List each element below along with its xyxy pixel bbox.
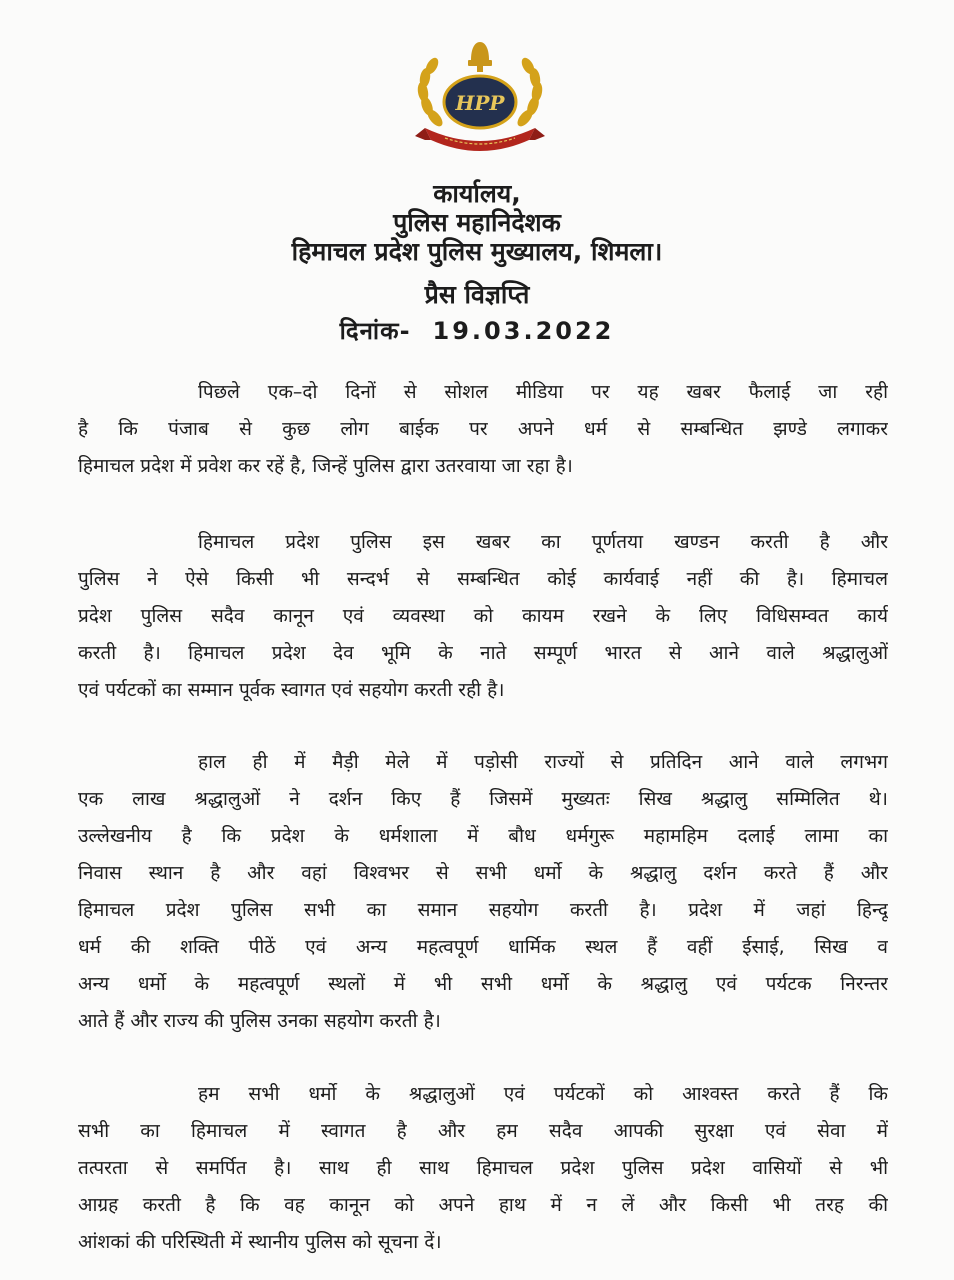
paragraph-line: पुलिस ने ऐसे किसी भी सन्दर्भ से सम्बन्धित कोई कार्यवाई नहीं की है। हिमाचल	[78, 568, 888, 590]
paragraph-line: निवास स्थान है और वहां विश्वभर से सभी धर्मो के श्रद्धालु दर्शन करते हैं और	[78, 862, 888, 884]
dgp-heading: पुलिस महानिदेशक	[393, 208, 561, 237]
paragraph-1	[78, 374, 888, 485]
paragraph-line: एक लाख श्रद्धालुओं ने दर्शन किए हैं जिसमें मुख्यतः सिख श्रद्धालु सम्मिलित थे।	[78, 788, 888, 810]
police-emblem-icon	[405, 36, 555, 156]
paragraph-line: हिमाचल प्रदेश पुलिस इस खबर का पूर्णतया खण्डन करती है और	[198, 531, 888, 553]
paragraph-line: हम सभी धर्मो के श्रद्धालुओं एवं पर्यटकों को आश्वस्त करते हैं कि	[198, 1083, 888, 1105]
paragraph-4	[78, 1076, 888, 1261]
paragraph-line: करती है। हिमाचल प्रदेश देव भूमि के नाते सम्पूर्ण भारत से आने वाले श्रद्धालुओं	[78, 642, 888, 664]
date-label: दिनांक-	[339, 317, 411, 345]
date-value: 19.03.2022	[432, 317, 615, 345]
press-release-title: प्रैस विज्ञप्ति	[424, 280, 530, 309]
paragraph-2	[78, 524, 888, 709]
paragraph-line: एवं पर्यटकों का सम्मान पूर्वक स्वागत एवं सहयोग करती रही है।	[78, 679, 505, 701]
paragraph-line: हिमाचल प्रदेश पुलिस सभी का समान सहयोग करती है। प्रदेश में जहां हिन्दू	[78, 899, 888, 921]
paragraph-line: प्रदेश पुलिस सदैव कानून एवं व्यवस्था को कायम रखने के लिए विधिसम्वत कार्य	[78, 605, 888, 627]
paragraph-line: सभी का हिमाचल में स्वागत है और हम सदैव आपकी सुरक्षा एवं सेवा में	[78, 1120, 888, 1142]
paragraph-line: आंशकां की परिस्थिती में स्थानीय पुलिस को सूचना दें।	[78, 1231, 442, 1253]
paragraph-line: अन्य धर्मो के महत्वपूर्ण स्थलों में भी सभी धर्मो के श्रद्धालु एवं पर्यटक निरन्तर	[78, 973, 888, 995]
paragraph-line: है कि पंजाब से कुछ लोग बाईक पर अपने धर्म से सम्बन्धित झण्डे लगाकर	[78, 418, 888, 440]
paragraph-line: हाल ही में मैड़ी मेले में पड़ोसी राज्यों से प्रतिदिन आने वाले लगभग	[198, 751, 888, 773]
paragraph-3	[78, 744, 888, 1040]
paragraph-line: तत्परता से समर्पित है। साथ ही साथ हिमाचल प्रदेश पुलिस प्रदेश वासियों से भी	[78, 1157, 888, 1179]
paragraph-line: पिछले एक–दो दिनों से सोशल मीडिया पर यह खबर फैलाई जा रही	[198, 381, 888, 403]
paragraph-line: आग्रह करती है कि वह कानून को अपने हाथ में न लें और किसी भी तरह की	[78, 1194, 888, 1216]
hq-heading: हिमाचल प्रदेश पुलिस मुख्यालय, शिमला।	[291, 237, 663, 266]
date-line	[0, 314, 954, 347]
paragraph-line: धर्म की शक्ति पीठें एवं अन्य महत्वपूर्ण धार्मिक स्थल हैं वहीं ईसाई, सिख व	[78, 936, 888, 958]
paragraph-line: आते हैं और राज्य की पुलिस उनका सहयोग करती है।	[78, 1010, 441, 1032]
paragraph-line: हिमाचल प्रदेश में प्रवेश कर रहें है, जिन्हें पुलिस द्वारा उतरवाया जा रहा है।	[78, 455, 573, 477]
paragraph-line: उल्लेखनीय है कि प्रदेश के धर्मशाला में बौध धर्मगुरू महामहिम दलाई लामा का	[78, 825, 888, 847]
emblem-letters: HPP	[455, 91, 505, 115]
office-heading: कार्यालय,	[433, 179, 521, 208]
